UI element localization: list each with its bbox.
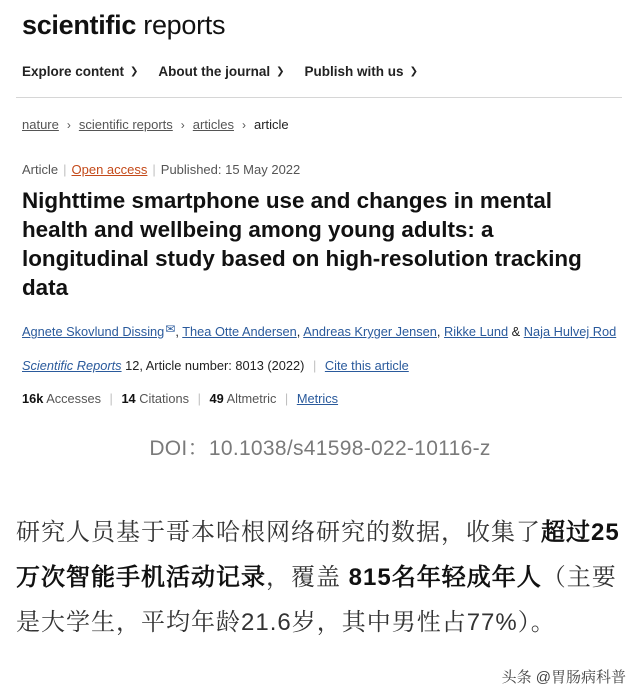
site-logo[interactable]: scientific reports (22, 10, 226, 40)
doi-text: DOI：10.1038/s41598-022-10116-z (149, 437, 491, 460)
article-metrics (22, 391, 338, 406)
metrics-link[interactable]: Metrics (296, 391, 339, 406)
chevron-down-icon: ❯ (409, 66, 418, 77)
article-meta (22, 162, 300, 177)
citations-label: Citations (139, 391, 190, 406)
open-access-link[interactable]: Open access (71, 162, 148, 177)
chevron-down-icon: ❯ (276, 66, 285, 77)
author-list: Agnete Skovlund Dissing✉, Thea Otte Andersen, Andreas Kryger Jensen, Rikke Lund & Naja Hulvej Rod (22, 322, 617, 339)
chevron-right-icon: › (66, 117, 71, 132)
citations-count: 14 (121, 391, 136, 406)
altmetric-label: Altmetric (226, 391, 277, 406)
breadcrumb-scientific-reports[interactable]: scientific reports (78, 117, 173, 132)
cite-article-link[interactable]: Cite this article (324, 358, 409, 373)
divider: | (284, 391, 289, 406)
divider: | (63, 162, 67, 177)
journal-info (22, 358, 409, 373)
breadcrumb-current: article (253, 117, 289, 132)
chevron-right-icon: › (241, 117, 246, 132)
breadcrumb-articles[interactable]: articles (192, 117, 234, 132)
accesses-count: 16k (22, 391, 44, 406)
journal-name-link[interactable]: Scientific Reports (22, 358, 122, 373)
author-link[interactable]: Agnete Skovlund Dissing (22, 324, 165, 339)
breadcrumb (22, 117, 289, 132)
altmetric-count: 49 (209, 391, 224, 406)
nav-publish-with-us[interactable]: Publish with us ❯ (304, 64, 418, 79)
divider: | (109, 391, 113, 406)
nav-divider (16, 97, 622, 98)
accesses-label: Accesses (46, 391, 101, 406)
nav-explore-content[interactable]: Explore content ❯ (22, 64, 139, 79)
author-link[interactable]: Rikke Lund (444, 324, 509, 339)
author-link[interactable]: Naja Hulvej Rod (523, 324, 617, 339)
breadcrumb-nature[interactable]: nature (22, 117, 59, 132)
journal-citation: 12, Article number: 8013 (2022) (121, 358, 305, 373)
published-date: Published: 15 May 2022 (160, 162, 301, 177)
chevron-down-icon: ❯ (130, 66, 139, 77)
chevron-right-icon: › (180, 117, 185, 132)
article-title: Nighttime smartphone use and changes in mental health and wellbeing among young adults: a longitudinal study based on high-resolution tracking data (22, 188, 582, 300)
divider: | (312, 358, 317, 373)
nav-about-journal[interactable]: About the journal ❯ (158, 64, 285, 79)
divider: | (152, 162, 156, 177)
chinese-summary: 研究人员基于哥本哈根网络研究的数据，收集了超过25万次智能手机活动记录，覆盖 815名年轻成年人（主要是大学生，平均年龄21.6岁，其中男性占77%）。 (16, 519, 620, 636)
article-type: Article (22, 162, 59, 177)
main-nav (22, 64, 438, 79)
email-icon[interactable]: ✉ (165, 322, 176, 336)
author-link[interactable]: Thea Otte Andersen (182, 324, 297, 339)
author-link[interactable]: Andreas Kryger Jensen (303, 324, 437, 339)
divider: | (197, 391, 201, 406)
watermark: 头条 @胃肠病科普 (498, 664, 630, 689)
author-joiner: & (511, 324, 521, 339)
